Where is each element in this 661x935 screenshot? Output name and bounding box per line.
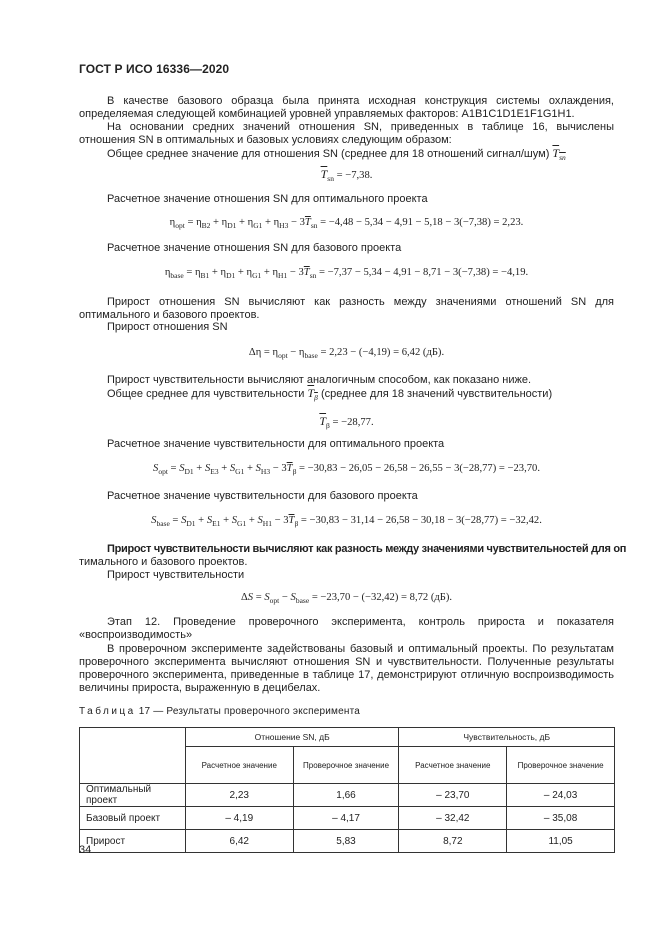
table-cell: – 4,19 (185, 807, 293, 830)
table-group-header-row (80, 728, 615, 747)
table-group-header-sn: Отношение SN, дБ (185, 728, 399, 747)
paragraph-sn-opt: Расчетное значение отношения SN для оптимального проекта (107, 193, 428, 205)
table-cell: 2,23 (185, 784, 293, 807)
paragraph-sn-base: Расчетное значение отношения SN для базового проекта (107, 242, 402, 254)
formula-eta-opt: $\eta_{opt} = \eta_{B2} + \eta_{D1} + \eta_{G1} + \eta_{H3} - 3\overline{T}_{sn} = -4,48 - 5,34 - 4,91 - 5,18 - 3(-7,38) = 2,23$. (169, 217, 524, 230)
table-cell: – 23,70 (399, 784, 507, 807)
t-beta-symbol: $T_\beta$ (307, 386, 318, 402)
table-caption-text: 17 — Результаты проверочного эксперимента (138, 706, 360, 717)
paragraph-sn-calc-intro: На основании средних значений отношения SN, приведенных в таблице 16, вычислены отношения SN в оптимальных и базовых условиях следующим образом: (79, 121, 614, 146)
formula-eta-base: $\eta_{base} = \eta_{B1} + \eta_{D1} + \eta_{G1} + \eta_{H1} - 3\overline{T}_{sn} = -7,37 - 5,34 - 4,91 - 8,71 - 3(-7,38) = -4,19$. (164, 267, 529, 280)
table-sub-header: Проверочное значение (293, 747, 399, 784)
t-beta-bar: $\overline{T}$ (319, 414, 327, 428)
paragraph-confirmation: В проверочном эксперименте задействованы базовый и оптимальный проекты. По результатам проверочного эксперимента вычисляют отношения SN и чувствительности. Полученные результаты проверочного эксперимента, приведенные в таблице 17, демонстрируют отличную воспроизводимость величины прироста, выраженную в децибелах. (79, 643, 614, 694)
table-row-label: Прирост (80, 830, 186, 853)
paragraph-sens-base: Расчетное значение чувствительности для базового проекта (107, 490, 418, 502)
table-group-header-sens: Чувствительность, дБ (399, 728, 615, 747)
paragraph-base-design: В качестве базового образца была принята исходная конструкция системы охлаждения, определяемая следующей комбинацией уровней управляемых факторов: A1B1C1D1E1F1G1H1. (79, 95, 614, 120)
table-cell: 1,66 (293, 784, 399, 807)
paragraph-sn-gain-def: Прирост отношения SN вычисляют как разность между значениями отношений SN для оптимального и базового проектов. (79, 296, 614, 321)
paragraph-sn-gain: Прирост отношения SN (107, 321, 228, 333)
table-cell: 5,83 (293, 830, 399, 853)
table-cell: 6,42 (185, 830, 293, 853)
paragraph-sn-mean (79, 147, 614, 161)
formula-s-base-value: = −30,83 − 31,14 − 26,58 − 30,18 − 3(−28,77) = −32,42. (300, 515, 542, 526)
sens-gain-def-line1: Прирост чувствительности вычисляют как разность между значениями чувствительностей для оп (107, 543, 627, 555)
table-sub-header: Проверочное значение (507, 747, 615, 784)
table-cell: – 24,03 (507, 784, 615, 807)
table-caption-prefix: Таблица (79, 706, 136, 717)
formula-delta-eta-value: = 2,23 − (−4,19) = 6,42 (дБ). (320, 347, 445, 358)
paragraph-sens-intro: Прирост чувствительности вычисляют аналогичным способом, как показано ниже. (107, 374, 532, 386)
t-sn-symbol: $T_{sn}$ (552, 146, 566, 162)
formula-s-base: $S_{base} = S_{D1} + S_{E1} + S_{G1} + S_{H1} - 3\overline{T}_\beta = -30,83 - 31,14 - 26,58 - 30,18 - 3(-28,77) = -32,42$. (151, 515, 542, 528)
t-sn-bar: $\overline{T}$ (320, 167, 328, 181)
table-corner-cell (80, 728, 186, 784)
formula-delta-s-value: = −23,70 − (−32,42) = 8,72 (дБ). (311, 592, 453, 603)
paragraph-sens-gain: Прирост чувствительности (107, 569, 245, 581)
table-sub-header: Расчетное значение (399, 747, 507, 784)
formula-tsn-mean: $\overline{T}_{sn} = -7,38$. (320, 167, 373, 183)
page-number: 34 (79, 844, 92, 856)
formula-tb-value: = −28,77. (332, 417, 374, 428)
formula-delta-s: $\Delta S = S_{opt} - S_{base} = -23,70 - (-32,42) = 8,72$ (дБ). (240, 592, 453, 605)
formula-s-opt-value: = −30,83 − 26,05 − 26,58 − 26,55 − 3(−28,77) = −23,70. (299, 463, 540, 474)
table-cell: – 32,42 (399, 807, 507, 830)
table-sub-header: Расчетное значение (185, 747, 293, 784)
formula-s-opt: $S_{opt} = S_{D1} + S_{E3} + S_{G1} + S_{H3} - 3\overline{T}_\beta = -30,83 - 26,05 - 26,58 - 26,55 - 3(-28,77) = -23,70$. (153, 463, 540, 476)
table-cell: – 35,08 (507, 807, 615, 830)
table-cell: 11,05 (507, 830, 615, 853)
formula-eta-base-value: = −7,37 − 5,34 − 4,91 − 8,71 − 3(−7,38) = −4,19. (319, 267, 529, 278)
sens-gain-def-line2: тимального и базового проектов. (79, 556, 248, 568)
formula-delta-eta: $\Delta\eta = \eta_{opt} - \eta_{base} = 2,23 - (-4,19) = 6,42$ (дБ). (248, 347, 445, 360)
paragraph-sens-mean (79, 387, 614, 401)
formula-tsn-value: = −7,38. (336, 170, 373, 181)
table-row (80, 784, 615, 807)
table-cell: 8,72 (399, 830, 507, 853)
table-row-label: Базовый проект (80, 807, 186, 830)
paragraph-sens-gain-def (79, 543, 627, 569)
table-row (80, 830, 615, 853)
table-row (80, 807, 615, 830)
results-table (79, 727, 615, 853)
table-row-label: Оптимальный проект (80, 784, 186, 807)
table-caption (79, 706, 360, 717)
sn-mean-text: Общее среднее значение для отношения SN (среднее для 18 отношений сигнал/шум) (107, 148, 550, 160)
paragraph-sens-opt: Расчетное значение чувствительности для оптимального проекта (107, 438, 445, 450)
table-cell: – 4,17 (293, 807, 399, 830)
paragraph-stage-12: Этап 12. Проведение проверочного эксперимента, контроль прироста и показателя «воспроизводимость» (79, 616, 614, 641)
formula-eta-opt-value: = −4,48 − 5,34 − 4,91 − 5,18 − 3(−7,38) = 2,23. (320, 217, 524, 228)
sens-mean-text-b: (среднее для 18 значений чувствительности) (320, 388, 553, 400)
page-header: ГОСТ Р ИСО 16336—2020 (79, 62, 230, 76)
sens-mean-text-a: Общее среднее для чувствительности (107, 388, 305, 400)
formula-tb-mean: $\overline{T}_\beta = -28,77$. (319, 414, 374, 430)
